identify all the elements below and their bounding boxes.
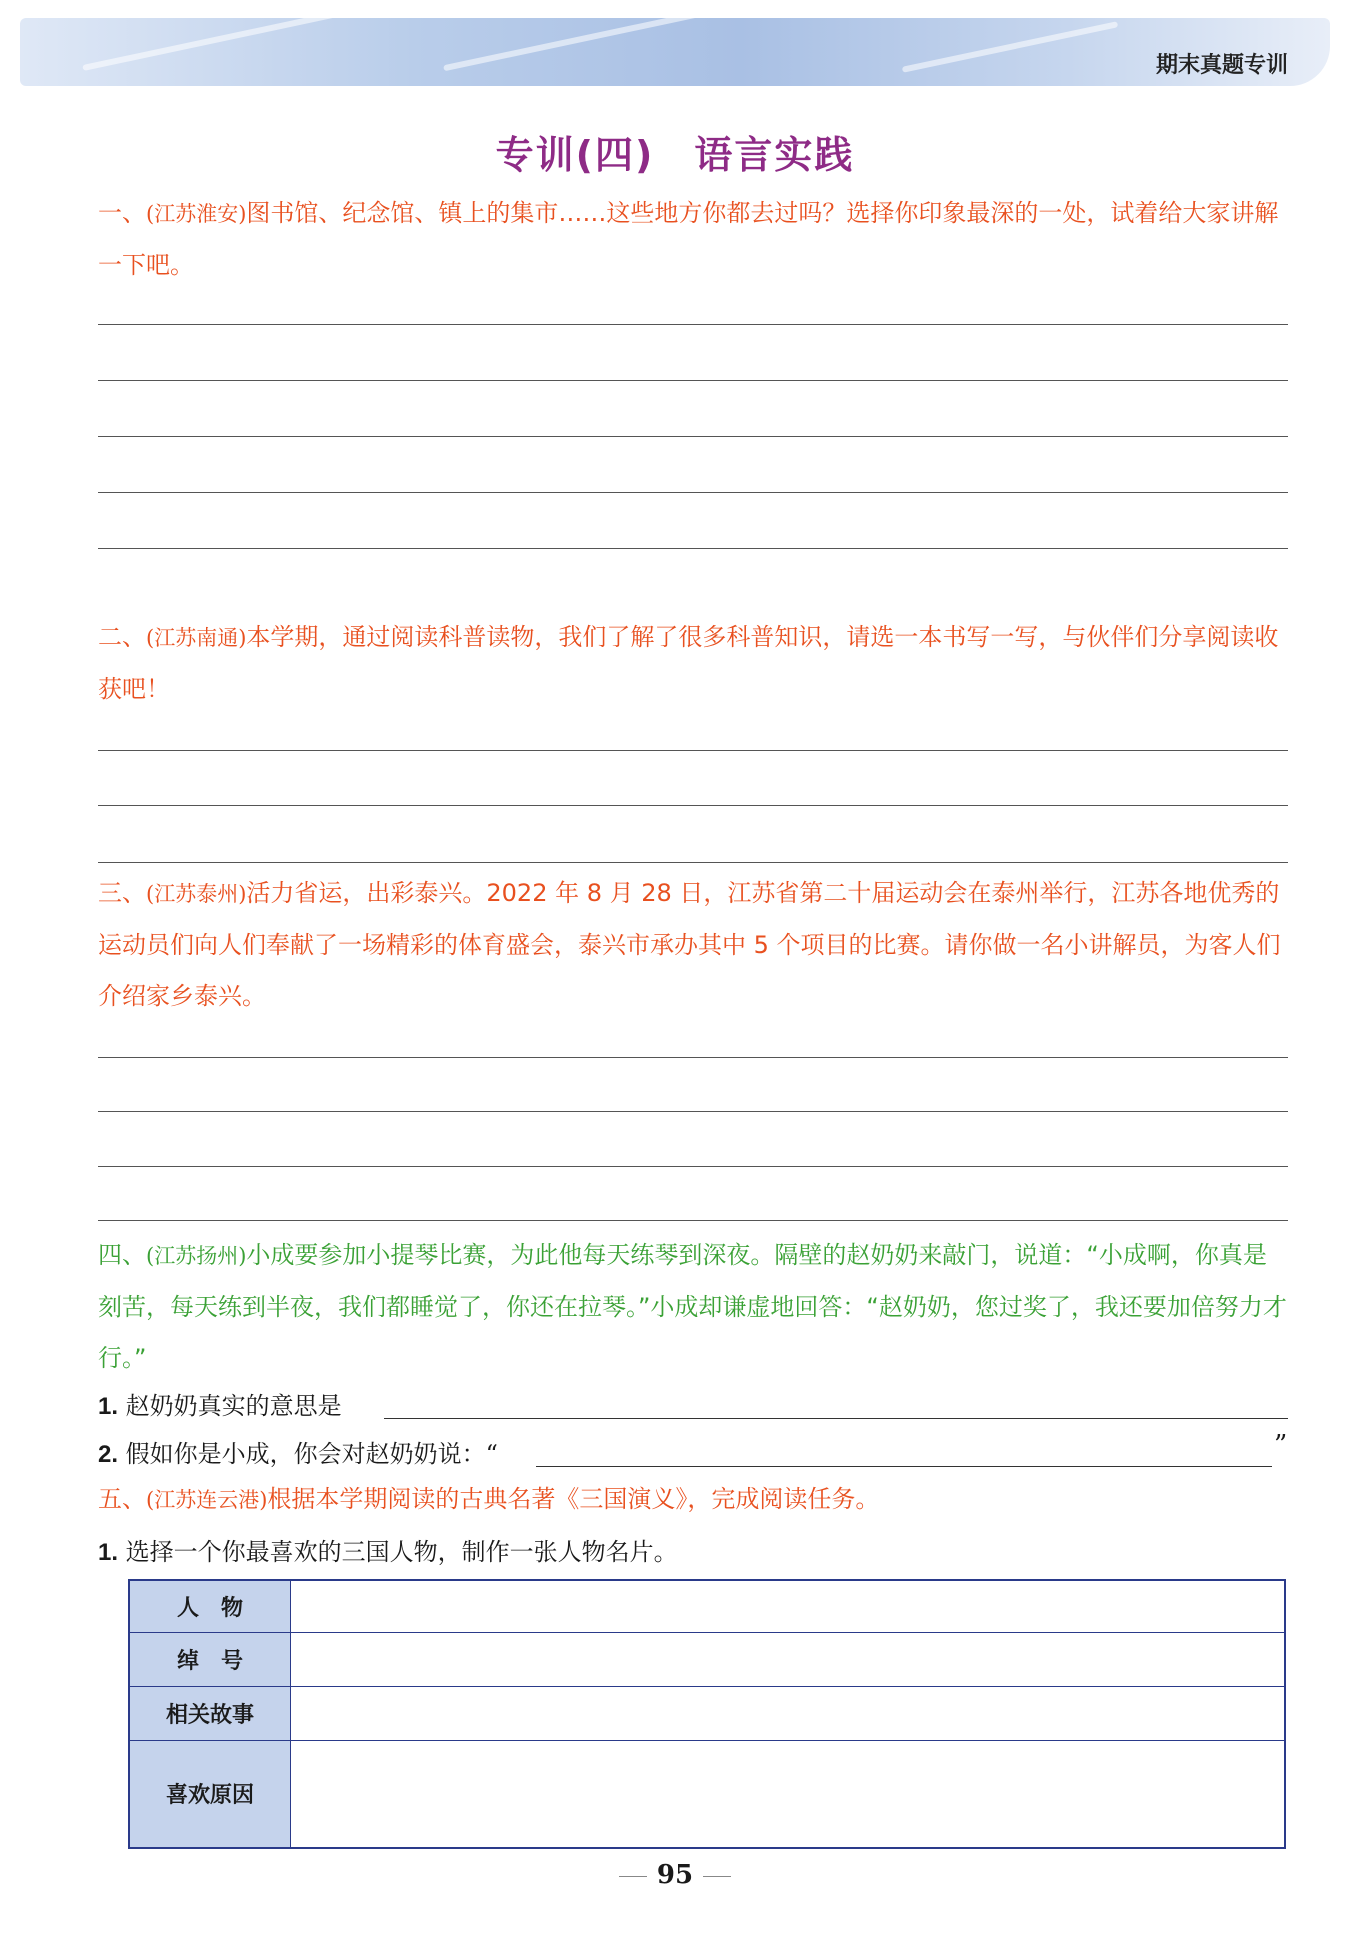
answer-line[interactable] xyxy=(98,548,1288,549)
answer-line[interactable] xyxy=(98,492,1288,493)
answer-line[interactable] xyxy=(98,862,1288,863)
section-label: 期末真题专训 xyxy=(1155,53,1288,78)
header-banner xyxy=(20,18,1330,86)
question-4: 四、(江苏扬州)小成要参加小提琴比赛，为此他每天练琴到深夜。隔壁的赵奶奶来敲门，说道：“小成啊，你真是刻苦，每天练到半夜，我们都睡觉了，你还在拉琴。”小成却谦虚地回答：“赵奶奶，您过奖了，我还要加倍努力才行。” xyxy=(98,1241,1287,1372)
answer-line[interactable] xyxy=(98,1166,1288,1167)
closing-quote: ” xyxy=(1274,1430,1288,1460)
question-2: 二、(江苏南通)本学期，通过阅读科普读物，我们了解了很多科普知识，请选一本书写一写，与伙伴们分享阅读收获吧！ xyxy=(98,623,1279,703)
question-5: 五、(江苏连云港)根据本学期阅读的古典名著《三国演义》，完成阅读任务。 xyxy=(98,1485,880,1513)
character-card-table xyxy=(128,1579,1286,1849)
answer-line[interactable] xyxy=(98,1111,1288,1112)
card-label-character: 人 物 xyxy=(129,1580,291,1632)
q4-answer-line-2[interactable] xyxy=(536,1466,1272,1467)
q4-answer-line-1[interactable] xyxy=(384,1418,1288,1419)
page-number: 95 xyxy=(0,1860,1350,1890)
answer-line[interactable] xyxy=(98,750,1288,751)
page-title xyxy=(0,124,1350,179)
card-cell-character[interactable] xyxy=(291,1580,1286,1632)
title-part-2: 语言实践 xyxy=(694,133,855,177)
q5-sub-1: 1. 选择一个你最喜欢的三国人物，制作一张人物名片。 xyxy=(98,1538,678,1566)
card-label-nickname: 绰 号 xyxy=(129,1632,291,1686)
card-label-reason: 喜欢原因 xyxy=(129,1740,291,1848)
answer-line[interactable] xyxy=(98,324,1288,325)
card-cell-story[interactable] xyxy=(291,1686,1286,1740)
title-part-1: 专训(四) xyxy=(495,133,655,177)
answer-line[interactable] xyxy=(98,805,1288,806)
answer-line[interactable] xyxy=(98,1057,1288,1058)
card-cell-nickname[interactable] xyxy=(291,1632,1286,1686)
answer-line[interactable] xyxy=(98,380,1288,381)
card-label-story: 相关故事 xyxy=(129,1686,291,1740)
q4-sub-1: 1. 赵奶奶真实的意思是 xyxy=(98,1392,342,1420)
q4-sub-2: 2. 假如你是小成，你会对赵奶奶说：“ xyxy=(98,1440,498,1468)
answer-line[interactable] xyxy=(98,1220,1288,1221)
question-1: 一、(江苏淮安)图书馆、纪念馆、镇上的集市……这些地方你都去过吗？选择你印象最深的一处，试着给大家讲解一下吧。 xyxy=(98,199,1279,279)
card-cell-reason[interactable] xyxy=(291,1740,1286,1848)
answer-line[interactable] xyxy=(98,436,1288,437)
question-3: 三、(江苏泰州)活力省运，出彩泰兴。2022 年 8 月 28 日，江苏省第二十届运动会在泰州举行，江苏各地优秀的运动员们向人们奉献了一场精彩的体育盛会，泰兴市承办其中 5 个项目的比赛。请你做一名小讲解员，为客人们介绍家乡泰兴。 xyxy=(98,879,1281,1010)
